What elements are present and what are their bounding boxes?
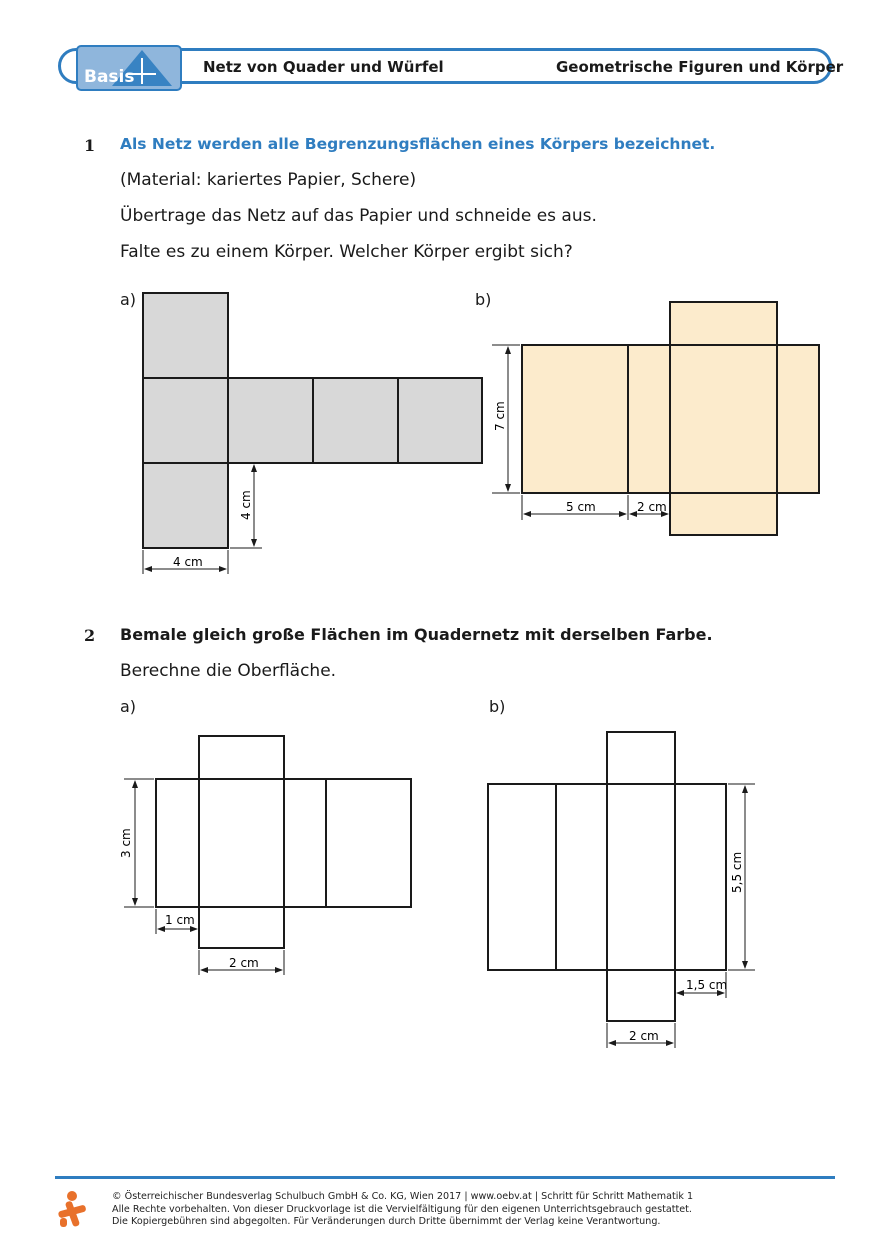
net-face [398,378,482,463]
footer-divider [55,1176,835,1179]
dimension-label: 4 cm [173,555,203,569]
publisher-logo-icon [58,1191,87,1227]
net-face [675,784,726,970]
task-text: Falte es zu einem Körper. Welcher Körper ergibt sich? [120,242,573,262]
net-face [556,784,607,970]
net-face [284,779,326,907]
dimension-label: 2 cm [637,500,667,514]
net-face [607,784,675,970]
cube-net-1a [143,293,482,548]
task-text: (Material: kariertes Papier, Schere) [120,170,417,190]
net-face [156,779,199,907]
dimension-label: 7 cm [493,401,507,431]
net-face [228,378,313,463]
task-text: Berechne die Oberfläche. [120,661,337,681]
subtask-label: a) [120,697,137,716]
net-face [199,779,284,907]
subtask-label: b) [475,290,492,309]
badge-label: Basis [84,67,135,87]
footer-line: © Österreichischer Bundesverlag Schulbuch GmbH & Co. KG, Wien 2017 | www.oebv.at | Schritt für Schritt Mathematik 1 [112,1191,694,1202]
dimension-label: 5,5 cm [730,851,744,893]
net-face [488,784,556,970]
task-number: 1 [84,136,96,155]
topic-title: Geometrische Figuren und Körper [556,58,844,76]
dimension-label: 4 cm [239,490,253,520]
page-title: Netz von Quader und Würfel [203,58,444,76]
dimension-label: 1 cm [165,913,195,927]
footer-line: Die Kopiergebühren sind abgegolten. Für Veränderungen durch Dritte übernimmt der Verlag keine Verantwortung. [112,1216,661,1227]
net-face [670,345,777,493]
subtask-label: b) [489,697,506,716]
net-face [326,779,411,907]
net-face [143,293,228,378]
net-face [199,907,284,948]
net-face [670,493,777,535]
net-face [143,463,228,548]
task-number: 2 [84,626,96,645]
subtask-label: a) [120,290,137,309]
net-face [522,345,628,493]
footer-text [112,1191,693,1229]
net-face [607,970,675,1021]
dimension-label: 3 cm [119,828,133,858]
net-face [777,345,819,493]
dimension-label: 1,5 cm [686,978,728,992]
footer-line: Alle Rechte vorbehalten. Von dieser Druckvorlage ist die Vervielfältigung für den eigenen Unterrichtsgebrauch gestattet. [112,1203,692,1215]
dimension-label: 5 cm [566,500,596,514]
task-text: Übertrage das Netz auf das Papier und schneide es aus. [120,206,597,226]
net-face [628,345,670,493]
net-face [607,732,675,784]
net-face [199,736,284,779]
dimension-label: 2 cm [229,956,259,970]
net-face [313,378,398,463]
dimension-label: 2 cm [629,1029,659,1043]
net-face [670,302,777,345]
task-heading: Bemale gleich große Flächen im Quadernetz mit derselben Farbe. [120,625,713,644]
net-face [143,378,228,463]
task-heading: Als Netz werden alle Begrenzungsflächen eines Körpers bezeichnet. [120,135,716,153]
